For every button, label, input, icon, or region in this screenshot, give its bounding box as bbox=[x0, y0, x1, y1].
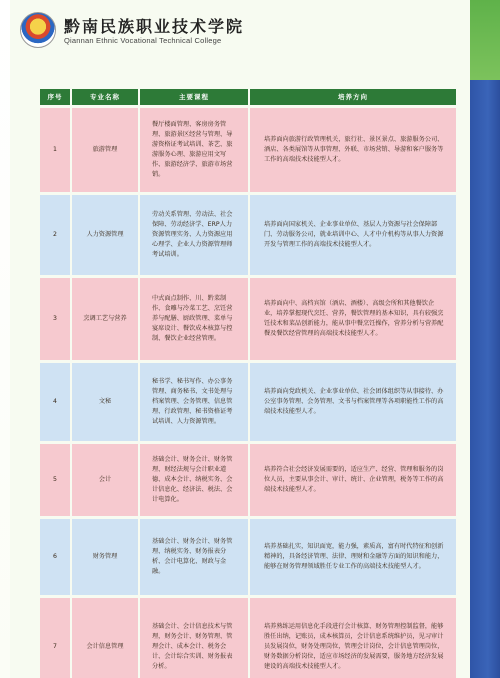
main-courses: 中式面点制作、川、黔菜制作、食雕与冷菜工艺、烹饪营养与配膳、厨政管理、菜单与宴席设计、餐饮成本核算与控制、餐饮企业经营管理。 bbox=[140, 278, 250, 360]
row-number: 2 bbox=[40, 195, 72, 275]
row-number: 7 bbox=[40, 598, 72, 678]
training-direction: 培养面向中、高档宾馆（酒店、酒楼）、高级会所和其他餐饮企业，培养掌握现代烹饪、营养，餐饮管理的基本知识，具有较强烹饪技术和菜品创新能力，能从事中餐烹饪操作，营养分析与营养配餐及餐饮经营管理的高端技术技能型人才。 bbox=[250, 278, 456, 360]
school-name-english: Qiannan Ethnic Vocational Technical College bbox=[64, 36, 222, 45]
row-number: 4 bbox=[40, 363, 72, 441]
major-name: 文秘 bbox=[72, 363, 140, 441]
major-name: 财务管理 bbox=[72, 519, 140, 595]
table-row bbox=[40, 598, 456, 678]
right-decorative-strip bbox=[470, 0, 500, 678]
major-name: 人力资源管理 bbox=[72, 195, 140, 275]
main-courses: 基础会计、财务会计、财务管理、财经法规与会计职业道德、成本会计、纳税实务、会计信息化、经济法、税法、会计电算化。 bbox=[140, 444, 250, 516]
table-row bbox=[40, 519, 456, 595]
column-header-direction: 培养方向 bbox=[250, 89, 456, 105]
school-name-chinese: 黔南民族职业技术学院 bbox=[64, 17, 245, 36]
major-name: 烹调工艺与营养 bbox=[72, 278, 140, 360]
training-direction: 培养面向旅游行政管理机关，旅行社、景区景点、旅游服务公司、酒店、各类展馆等从事管理、外联、市场营销、导游和客户服务等工作的高端技术技能型人才。 bbox=[250, 108, 456, 192]
major-name: 旅游管理 bbox=[72, 108, 140, 192]
strip-green-top bbox=[470, 0, 500, 80]
left-edge-decoration bbox=[0, 0, 10, 678]
column-header-major: 专业名称 bbox=[72, 89, 140, 105]
main-courses: 基础会计、会计信息技术与管理，财务会计、财务管理、管理会计、成本会计、税务会计、会计综合实训、财务报表分析。 bbox=[140, 598, 250, 678]
main-courses: 秘书学、秘书写作、办公事务管理、商务秘书、文书处理与档案管理、会务管理、信息管理、行政管理、秘书资格证考试培训、人力资源管理。 bbox=[140, 363, 250, 441]
training-direction: 培养熟练运用信息化手段进行会计核算、财务管理控制监督，能够胜任出纳，记账员，成本核算员，会计信息系统维护员，见习审计员发展岗位，财务处理岗位，管理会计岗位，会计信息管理岗位，财务数据分析岗位，适应市场经济的发展需要，服务地方经济发展建设的高端技术技能型人才。 bbox=[250, 598, 456, 678]
training-direction: 培养面向党政机关、企业事业单位、社会团体组织等从事接待、办公室事务管理、会务管理、文书与档案管理等各项职能性工作的高端技术技能型人才。 bbox=[250, 363, 456, 441]
main-courses: 餐厅楼面管理、客房房务管理、旅游景区经营与管理、导游资格证考试培训、茶艺、旅游服务心理、旅游应用文写作、旅游经济学、旅游市场营销。 bbox=[140, 108, 250, 192]
row-number: 6 bbox=[40, 519, 72, 595]
row-number: 3 bbox=[40, 278, 72, 360]
table-row bbox=[40, 363, 456, 441]
main-courses: 劳动关系管理、劳动法、社会保障、劳动经济学、ERP人力资源管理实务、人力资源应用心理学、企业人力资源管理师考试培训。 bbox=[140, 195, 250, 275]
majors-table bbox=[40, 86, 456, 678]
training-direction: 培养符合社会经济发展需要的，适应生产、经营、管理和服务的岗位人员，主要从事会计、审计、统计、企业管理，税务等工作的高端技术技能型人才。 bbox=[250, 444, 456, 516]
school-logo-icon bbox=[20, 12, 56, 48]
table-row bbox=[40, 108, 456, 192]
page-header bbox=[20, 12, 450, 52]
table-row bbox=[40, 444, 456, 516]
row-number: 1 bbox=[40, 108, 72, 192]
table-header-row bbox=[40, 89, 456, 105]
row-number: 5 bbox=[40, 444, 72, 516]
table-row bbox=[40, 278, 456, 360]
training-direction: 培养面向国家机关、企业事业单位、基层人力资源与社会保障部门、劳动服务公司，就业培训中心、人才中介机构等从事人力资源开发与管理工作的高端技术技能型人才。 bbox=[250, 195, 456, 275]
training-direction: 培养基础扎实，知识面宽，能力强，素质高，富有时代特征和创新精神的，具备经济管理、法律、理财和金融等方面的知识和能力，能够在财务管理领域胜任专业工作的高端技术技能型人才。 bbox=[250, 519, 456, 595]
major-name: 会计 bbox=[72, 444, 140, 516]
column-header-courses: 主要课程 bbox=[140, 89, 250, 105]
column-header-number: 序号 bbox=[40, 89, 72, 105]
major-name: 会计信息管理 bbox=[72, 598, 140, 678]
main-courses: 基础会计、财务会计、财务管理、纳税实务、财务报表分析、会计电算化、财政与金融。 bbox=[140, 519, 250, 595]
table-row bbox=[40, 195, 456, 275]
